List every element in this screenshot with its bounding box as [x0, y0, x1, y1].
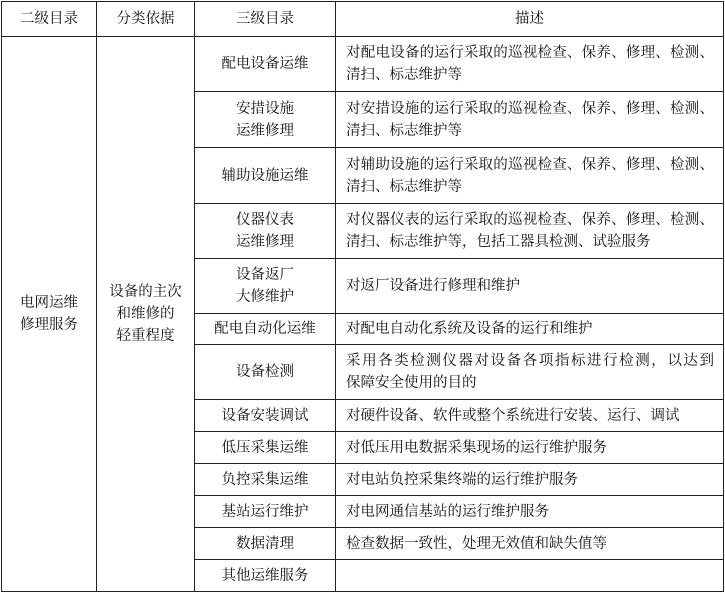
- description-text: 清扫、标志维护等: [346, 122, 462, 139]
- description-text: 保障安全使用的目的: [346, 375, 477, 391]
- description-text: 对返厂设备进行修理和维护: [346, 278, 520, 294]
- description-cell: [336, 259, 724, 314]
- description-text: 对配电设备的运行采取的巡视检查、保养、修理、检测、: [346, 45, 714, 61]
- description-cell: [336, 92, 724, 148]
- description-text: 对安措设施的运行采取的巡视检查、保养、修理、检测、: [346, 100, 714, 117]
- basis-text: 轻重程度: [116, 328, 175, 344]
- level3-cell: [195, 560, 336, 592]
- basis-text: 和维修的: [116, 306, 175, 322]
- description-text: 对电网通信基站的运行维护服务: [346, 503, 549, 520]
- level3-text: 运维修理: [236, 122, 294, 139]
- level3-text: 安措设施: [236, 100, 294, 117]
- level3-text: 设备返厂: [236, 267, 294, 283]
- level3-cell: [195, 345, 336, 400]
- description-text: 采用各类检测仪器对设备各项指标进行检测，以达到: [346, 353, 714, 369]
- level3-cell: [195, 92, 336, 148]
- level2-text: 修理服务: [20, 317, 78, 333]
- header-level3: 三级目录: [195, 2, 336, 37]
- level3-cell: [195, 259, 336, 314]
- level3-cell: [195, 37, 336, 92]
- level3-cell: [195, 496, 336, 528]
- basis-text: 设备的主次: [109, 284, 182, 300]
- description-text: 清扫、标志维护等，包括工器具检测、试验服务: [346, 234, 651, 250]
- description-cell: [336, 345, 724, 400]
- level3-text: 辅助设施运维: [221, 167, 309, 184]
- level3-text: 配电自动化运维: [214, 321, 316, 337]
- level3-text: 设备安装调试: [221, 407, 309, 424]
- basis-cell: [97, 37, 195, 592]
- level3-text: 设备检测: [236, 364, 294, 380]
- header-level2: 二级目录: [2, 2, 97, 37]
- level3-cell: [195, 400, 336, 432]
- header-basis: 分类依据: [97, 2, 195, 37]
- description-cell: [336, 464, 724, 496]
- level3-cell: [195, 528, 336, 560]
- description-text: 对硬件设备、软件或整个系统进行安装、运行、调试: [346, 407, 680, 424]
- description-cell: [336, 314, 724, 345]
- description-text: 对低压用电数据采集现场的运行维护服务: [346, 439, 607, 456]
- description-text: 检查数据一致性，处理无效值和缺失值等: [346, 535, 607, 552]
- level3-text: 其他运维服务: [221, 567, 309, 584]
- level2-cell: [2, 37, 97, 592]
- header-row: [2, 2, 724, 37]
- description-text: 对仪器仪表的运行采取的巡视检查、保养、修理、检测、: [346, 212, 714, 228]
- description-text: 对配电自动化系统及设备的运行和维护: [346, 321, 593, 337]
- level3-cell: [195, 314, 336, 345]
- level3-text: 大修维护: [236, 289, 294, 305]
- description-cell: [336, 432, 724, 464]
- description-cell: [336, 496, 724, 528]
- level3-text: 负控采集运维: [221, 471, 309, 488]
- level3-text: 数据清理: [236, 535, 294, 552]
- level3-text: 运维修理: [236, 234, 294, 250]
- description-cell: [336, 528, 724, 560]
- description-cell: [336, 204, 724, 259]
- description-text: 对辅助设施的运行采取的巡视检查、保养、修理、检测、: [346, 156, 714, 173]
- header-description: 描述: [336, 2, 724, 37]
- level3-cell: [195, 464, 336, 496]
- level3-cell: [195, 148, 336, 204]
- level3-text: 基站运行维护: [221, 503, 309, 520]
- description-text: 清扫、标志维护等: [346, 178, 462, 195]
- description-cell: [336, 400, 724, 432]
- description-text: 清扫、标志维护等: [346, 67, 462, 83]
- description-cell: [336, 560, 724, 592]
- level3-text: 仪器仪表: [236, 212, 294, 228]
- level3-text: 配电设备运维: [221, 56, 309, 72]
- level3-cell: [195, 432, 336, 464]
- description-cell: [336, 148, 724, 204]
- table-row: [2, 37, 724, 92]
- classification-table: [1, 1, 724, 592]
- level3-cell: [195, 204, 336, 259]
- level3-text: 低压采集运维: [221, 439, 309, 456]
- description-text: 对电站负控采集终端的运行维护服务: [346, 471, 578, 488]
- classification-table-container: [1, 1, 724, 591]
- level2-text: 电网运维: [20, 295, 78, 311]
- description-cell: [336, 37, 724, 92]
